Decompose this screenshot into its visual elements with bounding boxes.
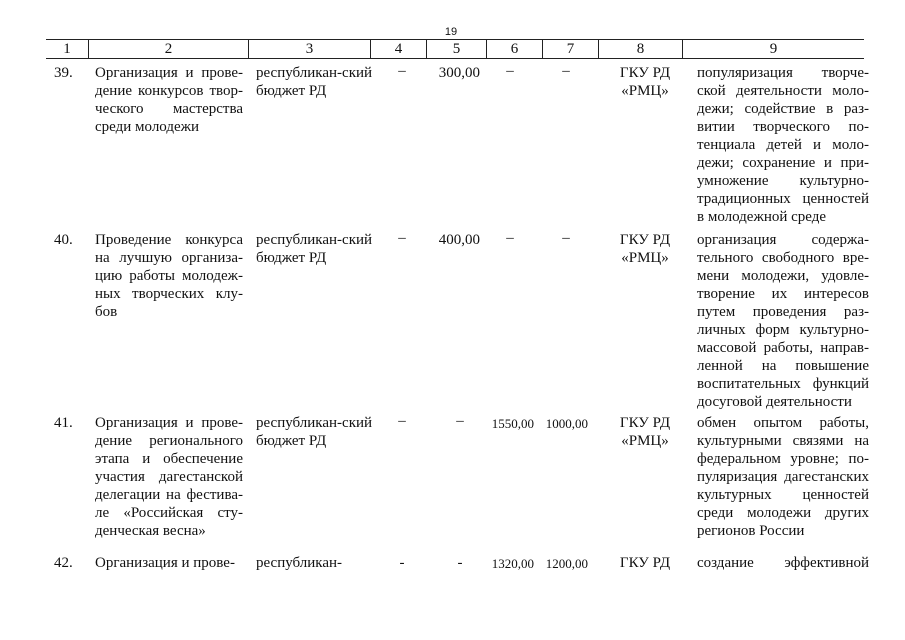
col4-value: – [398, 230, 406, 246]
funding-source: республикан-ский бюджет РД [256, 65, 373, 99]
row-number: 40. [54, 232, 73, 248]
funding-source: республикан- [256, 555, 343, 571]
header-col-3: 3 [248, 40, 370, 58]
executor: ГКУ РД «РМЦ» [619, 415, 671, 449]
expected-result: организация содержа-тельного свободного вре-мени молодежи, удовле-творение их интересов путем проведения раз-личных форм культурно-массовой работы, направ-ленной на повышение воспитательных функций досуговой деятельности [697, 232, 869, 410]
col7-value: 1200,00 [545, 556, 588, 571]
col6-value: 1550,00 [491, 416, 534, 431]
row-number: 39. [54, 65, 73, 81]
col7-value: – [562, 63, 570, 79]
col4-value: – [398, 63, 406, 79]
col5-value: – [456, 413, 464, 429]
col7-value: – [562, 230, 570, 246]
measure-name: Проведение конкурса на лучшую организа-цию работы молодеж-ных творческих клу-бов [95, 232, 243, 320]
funding-source: республикан-ский бюджет РД [256, 415, 373, 449]
header-col-4: 4 [370, 40, 426, 58]
row-number: 42. [54, 555, 73, 571]
row-number: 41. [54, 415, 73, 431]
col7-value: 1000,00 [545, 416, 588, 431]
col5-value: - [457, 555, 463, 571]
executor: ГКУ РД «РМЦ» [619, 65, 671, 99]
header-col-1: 1 [63, 41, 71, 57]
measure-name: Организация и прове-дение конкурсов твор-ческого мастерства среди молодежи [95, 65, 243, 135]
page-number: 19 [444, 26, 458, 38]
executor: ГКУ РД «РМЦ» [619, 232, 671, 266]
expected-result: создание эффективной [697, 555, 869, 571]
header-col-8: 8 [598, 40, 682, 58]
header-col-7: 7 [542, 40, 598, 58]
col5-value: 400,00 [438, 232, 480, 248]
measure-name: Организация и прове-дение регионального этапа и обеспечение участия дагестанской делегации на фестива-ле «Российская сту-денческая весна» [95, 415, 243, 539]
expected-result: популяризация творче-ской деятельности моло-дежи; содействие в раз-витии творческого по-тенциала детей и моло-дежи; сохранение и при-умножение культурно-традиционных ценностей в молодежной среде [697, 65, 869, 225]
executor: ГКУ РД [619, 555, 671, 571]
measure-name: Организация и прове- [95, 555, 235, 571]
expected-result: обмен опытом работы, культурными связями на федеральном уровне; по-пуляризация дагестанских культурных ценностей среди молодежи других регионов России [697, 415, 869, 539]
col4-value: – [398, 413, 406, 429]
funding-source: республикан-ский бюджет РД [256, 232, 373, 266]
header-col-2: 2 [88, 40, 248, 58]
header-col-6: 6 [486, 40, 542, 58]
header-col-9: 9 [682, 40, 864, 58]
col5-value: 300,00 [438, 65, 480, 81]
header-col-5: 5 [426, 40, 486, 58]
col6-value: 1320,00 [491, 556, 534, 571]
table-header-row [46, 39, 864, 59]
col4-value: - [399, 555, 405, 571]
col6-value: – [506, 63, 514, 79]
col6-value: – [506, 230, 514, 246]
